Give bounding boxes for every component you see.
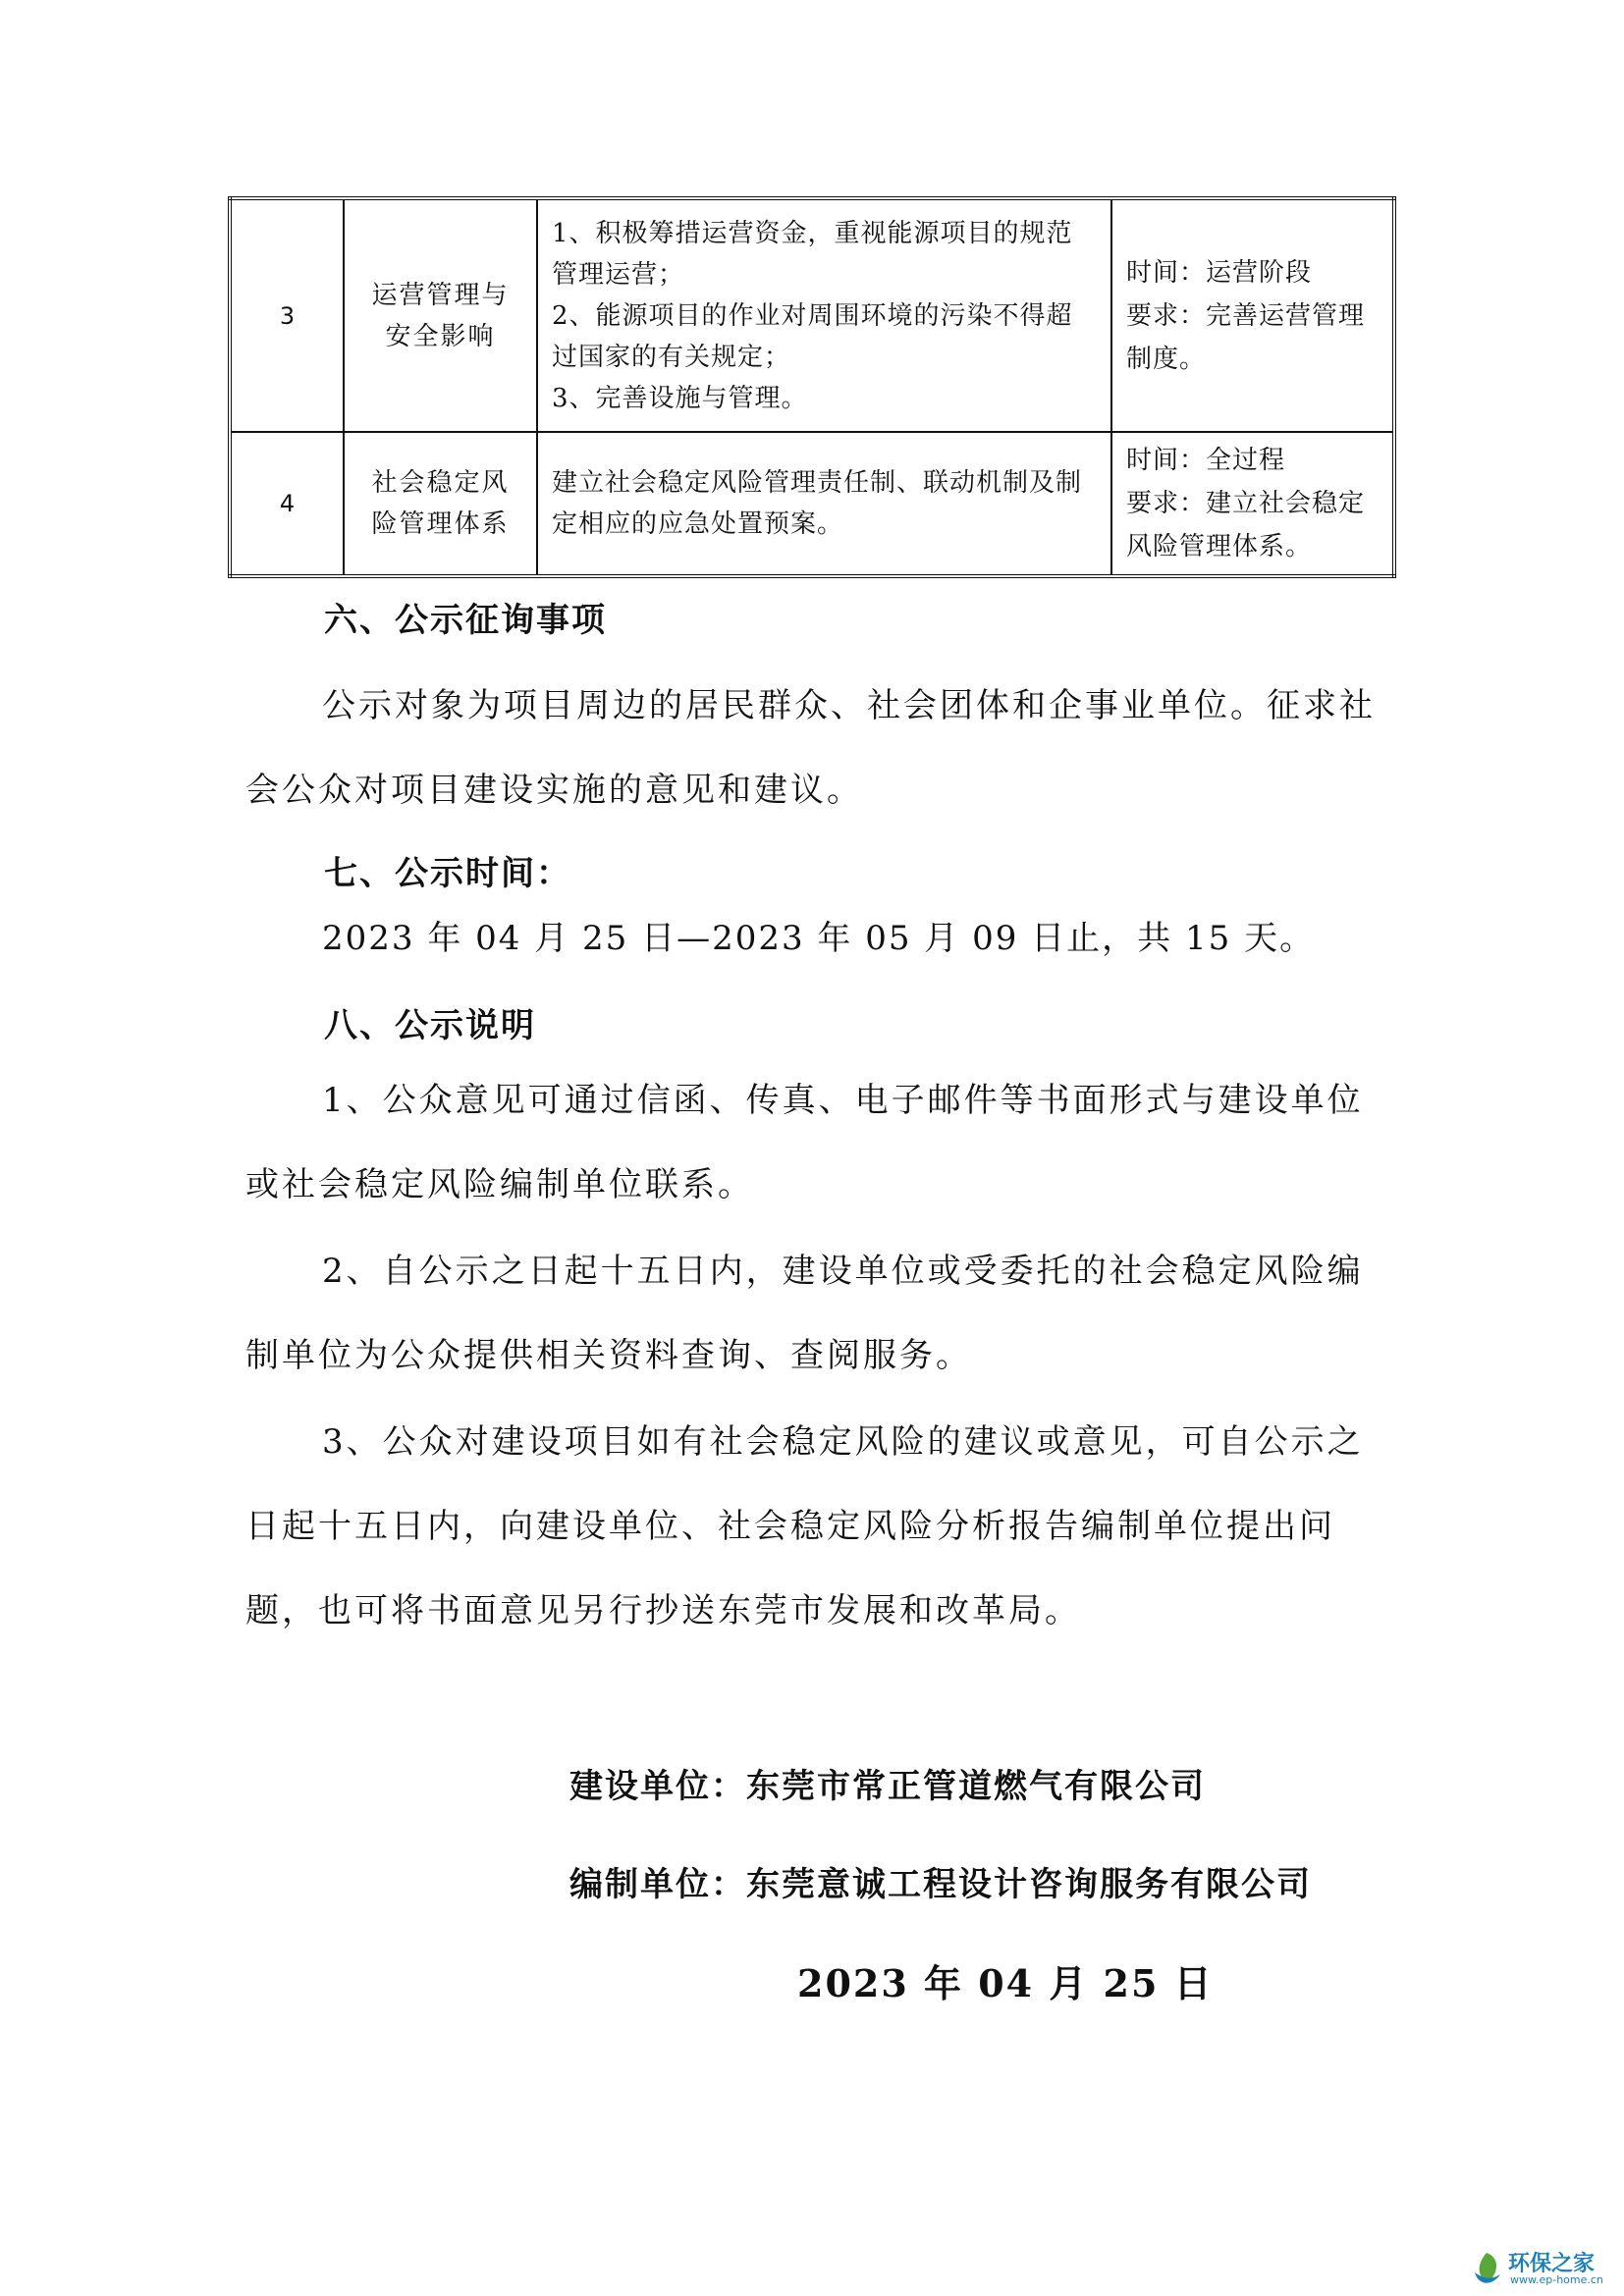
risk-name-line: 社会稳定风 <box>371 468 510 498</box>
risk-name-line: 安全影响 <box>385 321 496 351</box>
section7-text: 2023 年 04 月 25 日—2023 年 05 月 09 日止，共 15 天。 <box>322 919 1316 958</box>
table-row <box>230 432 1394 576</box>
section8-item: 1、公众意见可通过信函、传真、电子邮件等书面形式与建设单位或社会稳定风险编制单位联系。 <box>245 1081 1364 1204</box>
section6-text: 公示对象为项目周边的居民群众、社会团体和企事业单位。征求社会公众对项目建设实施的意见和建议。 <box>245 686 1376 810</box>
risk-name <box>344 198 537 432</box>
table-row <box>230 198 1394 432</box>
requirement-cell <box>1111 432 1394 576</box>
signature-date: 2023 年 04 月 25 日 <box>797 1961 1214 2005</box>
measure-item: 建立社会稳定风险管理责任制、联动机制及制定相应的应急处置预案。 <box>552 468 1083 539</box>
row-number: 4 <box>230 432 344 576</box>
measure-item: 3、完善设施与管理。 <box>552 383 808 413</box>
section7-heading: 七、公示时间： <box>324 854 571 893</box>
risk-name-line: 运营管理与 <box>371 280 510 310</box>
measure-item: 1、积极筹措运营资金，重视能源项目的规范管理运营； <box>552 218 1073 290</box>
builder-signature: 建设单位：东莞市常正管道燃气有限公司 <box>569 1767 1206 1806</box>
requirement-time: 时间：运营阶段 <box>1126 257 1313 288</box>
section8-item: 2、自公示之日起十五日内，建设单位或受委托的社会稳定风险编制单位为公众提供相关资料查询、查阅服务。 <box>245 1252 1364 1375</box>
requirement-time: 时间：全过程 <box>1126 446 1286 475</box>
requirement-cell <box>1111 198 1394 432</box>
leaf-icon <box>1469 2249 1504 2288</box>
requirement-text: 要求：完善运营管理制度。 <box>1126 300 1366 374</box>
watermark-url: www.ep-home.cn <box>1510 2273 1603 2286</box>
section8-heading: 八、公示说明 <box>324 1006 536 1045</box>
section6-heading: 六、公示征询事项 <box>324 601 607 640</box>
measures-table <box>228 196 1396 578</box>
measure-cell <box>537 198 1111 432</box>
measure-item: 2、能源项目的作业对周围环境的污染不得超过国家的有关规定； <box>552 300 1073 372</box>
risk-name <box>344 432 537 576</box>
section8-item: 3、公众对建设项目如有社会稳定风险的建议或意见，可自公示之日起十五日内，向建设单位、社会稳定风险分析报告编制单位提出问题，也可将书面意见另行抄送东莞市发展和改革局。 <box>245 1422 1364 1630</box>
requirement-text: 要求：建立社会稳定风险管理体系。 <box>1126 489 1366 561</box>
measure-cell <box>537 432 1111 576</box>
row-number: 3 <box>230 198 344 432</box>
watermark-logo <box>1469 2247 1616 2292</box>
watermark-name: 环保之家 <box>1508 2252 1596 2276</box>
risk-name-line: 险管理体系 <box>371 509 510 539</box>
compiler-signature: 编制单位：东莞意诚工程设计咨询服务有限公司 <box>569 1865 1312 1904</box>
